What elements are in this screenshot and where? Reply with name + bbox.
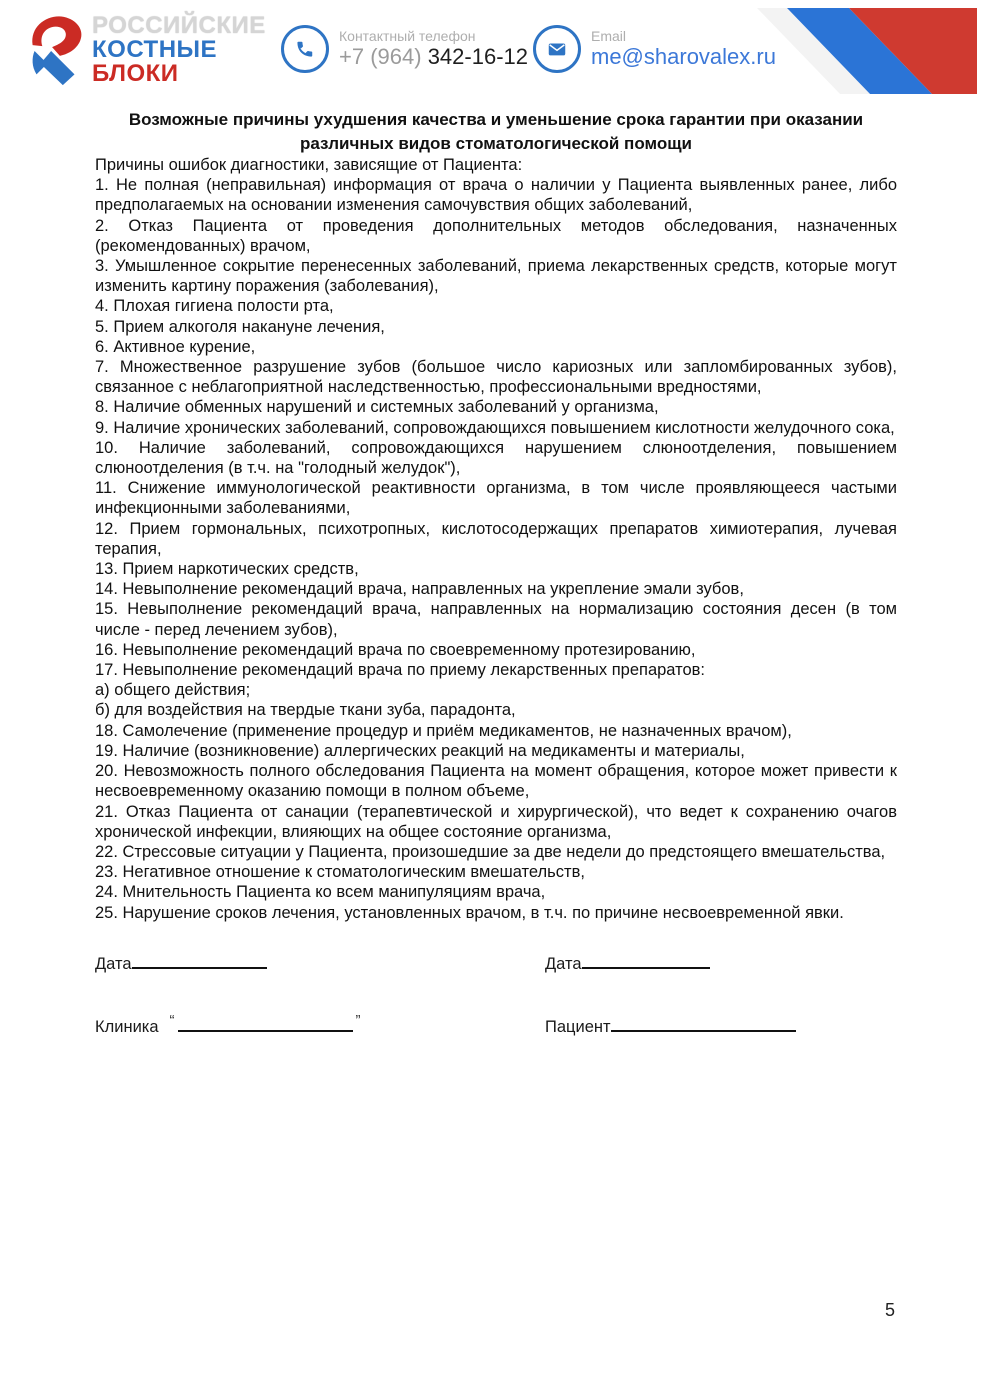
date-field-left (95, 953, 545, 974)
open-quote: “ (169, 1011, 175, 1029)
logo-wordmark (92, 14, 266, 86)
body-paragraph: 6. Активное курение, (95, 337, 256, 356)
body-paragraph: 12. Прием гормональных, психотропных, кислотосодержащих препаратов химиотерапия, лучевая терапия, (95, 519, 897, 558)
phone-contact (281, 25, 528, 73)
email-label: Email (591, 28, 627, 44)
logo-word-2: КОСТНЫЕ (92, 36, 218, 63)
body-paragraph: 15. Невыполнение рекомендаций врача, направленных на нормализацию состояния десен (в том числе - перед лечением зубов), (95, 600, 897, 639)
clinic-blank-line (178, 1016, 353, 1032)
logo-r-mark (26, 12, 86, 88)
phone-number (339, 44, 528, 70)
logo-word-3: БЛОКИ (92, 60, 179, 87)
logo-word-1: РОССИЙСКИЕ (92, 12, 266, 39)
close-quote: ” (355, 1011, 361, 1029)
clinic-label: Клиника (95, 1017, 159, 1036)
body-paragraph: 2. Отказ Пациента от проведения дополнительных методов обследования, назначенных (рекомендованных) врачом, (95, 216, 897, 255)
body-paragraph: 23. Негативное отношение к стоматологическим вмешательств, (95, 863, 585, 882)
phone-prefix: +7 (964) (339, 44, 422, 69)
body-paragraph: 13. Прием наркотических средств, (95, 560, 359, 579)
date-blank-line-right (582, 953, 710, 969)
body-paragraph: 10. Наличие заболеваний, сопровождающихся нарушением слюноотделения, повышением слюноотделения (в т.ч. на "голодный желудок"), (95, 438, 897, 478)
patient-label: Пациент (545, 1017, 611, 1036)
body-paragraph: б) для воздействия на твердые ткани зуба, парадонта, (95, 701, 516, 720)
body-paragraph: 1. Не полная (неправильная) информация от врача о наличии у Пациента выявленных ранее, либо предполагаемых на основании изменения самочувствия общих заболеваний, (95, 176, 897, 215)
body-paragraph: 9. Наличие хронических заболеваний, сопровождающихся повышением кислотности желудочного сока, (95, 418, 895, 437)
phone-digits: 342-16-12 (427, 44, 528, 69)
email-contact (533, 25, 776, 73)
phone-label: Контактный телефон (339, 28, 476, 44)
patient-blank-line (611, 1016, 796, 1032)
date-label-right: Дата (545, 954, 582, 973)
header (0, 0, 989, 100)
body-paragraphs (95, 175, 897, 923)
body-paragraph: 4. Плохая гигиена полости рта, (95, 297, 334, 316)
body-paragraph: а) общего действия; (95, 681, 251, 700)
clinic-field (95, 1011, 545, 1037)
document-title: Возможные причины ухудшения качества и уменьшение срока гарантии при оказании различных видов стоматологической помощи (128, 110, 864, 153)
email-address[interactable]: me@sharovalex.ru (591, 44, 776, 69)
body-paragraph: 17. Невыполнение рекомендаций врача по приему лекарственных препаратов: (95, 661, 706, 680)
phone-text-block (339, 28, 528, 70)
body-paragraph: 19. Наличие (возникновение) аллергических реакций на медикаменты и материалы, (95, 741, 745, 760)
patient-field (545, 1016, 796, 1037)
body-paragraph: 14. Невыполнение рекомендаций врача, направленных на укрепление эмали зубов, (95, 580, 744, 599)
date-row (95, 953, 897, 974)
signature-row (95, 1011, 897, 1037)
body-paragraph: 5. Прием алкоголя накануне лечения, (95, 317, 385, 336)
logo (26, 12, 266, 88)
email-icon (533, 25, 581, 73)
phone-icon (281, 25, 329, 73)
body-paragraph: 3. Умышленное сокрытие перенесенных заболеваний, приема лекарственных средств, которые могут изменить картину поражения (заболевания), (95, 257, 897, 296)
body-paragraph: 16. Невыполнение рекомендаций врача по своевременному протезированию, (95, 640, 696, 659)
body-paragraph: 20. Невозможность полного обследования Пациента на момент обращения, которое может привести к несвоевременному оказанию помощи в полном объеме, (95, 762, 897, 801)
date-label-left: Дата (95, 954, 132, 973)
logo-r-red-shape (32, 16, 81, 55)
logo-r-blue-leg (40, 51, 74, 85)
body-paragraph: 7. Множественное разрушение зубов (большое число кариозных или запломбированных зубов), связанное с неблагоприятной наследственностью, профессиональными вредностями, (95, 358, 897, 397)
body-paragraph: 24. Мнительность Пациента ко всем манипуляциям врача, (95, 883, 546, 902)
body-paragraph: 11. Снижение иммунологической реактивности организма, в том числе проявляющееся частыми инфекционными заболеваниями, (95, 479, 897, 518)
body-paragraph: 25. Нарушение сроков лечения, установленных врачом, в т.ч. по причине несвоевременной явки. (95, 903, 844, 922)
body-paragraph: 18. Самолечение (применение процедур и приём медикаментов, не назначенных врачом), (95, 721, 792, 740)
page-number: 5 (884, 1300, 895, 1320)
date-blank-line-left (132, 953, 267, 969)
body-paragraph: 22. Стрессовые ситуации у Пациента, произошедшие за две недели до предстоящего вмешательства, (95, 842, 886, 861)
date-field-right (545, 953, 710, 974)
body-paragraph: 8. Наличие обменных нарушений и системных заболеваний у организма, (95, 398, 659, 417)
document-body (95, 96, 897, 1037)
intro-line: Причины ошибок диагностики, зависящие от Пациента: (95, 156, 523, 174)
body-paragraph: 21. Отказ Пациента от санации (терапевтической и хирургической), что ведет к сохранению очагов хронической инфекции, влияющих на общее состояние организма, (95, 802, 897, 841)
flag-ribbon-decoration (749, 8, 977, 94)
